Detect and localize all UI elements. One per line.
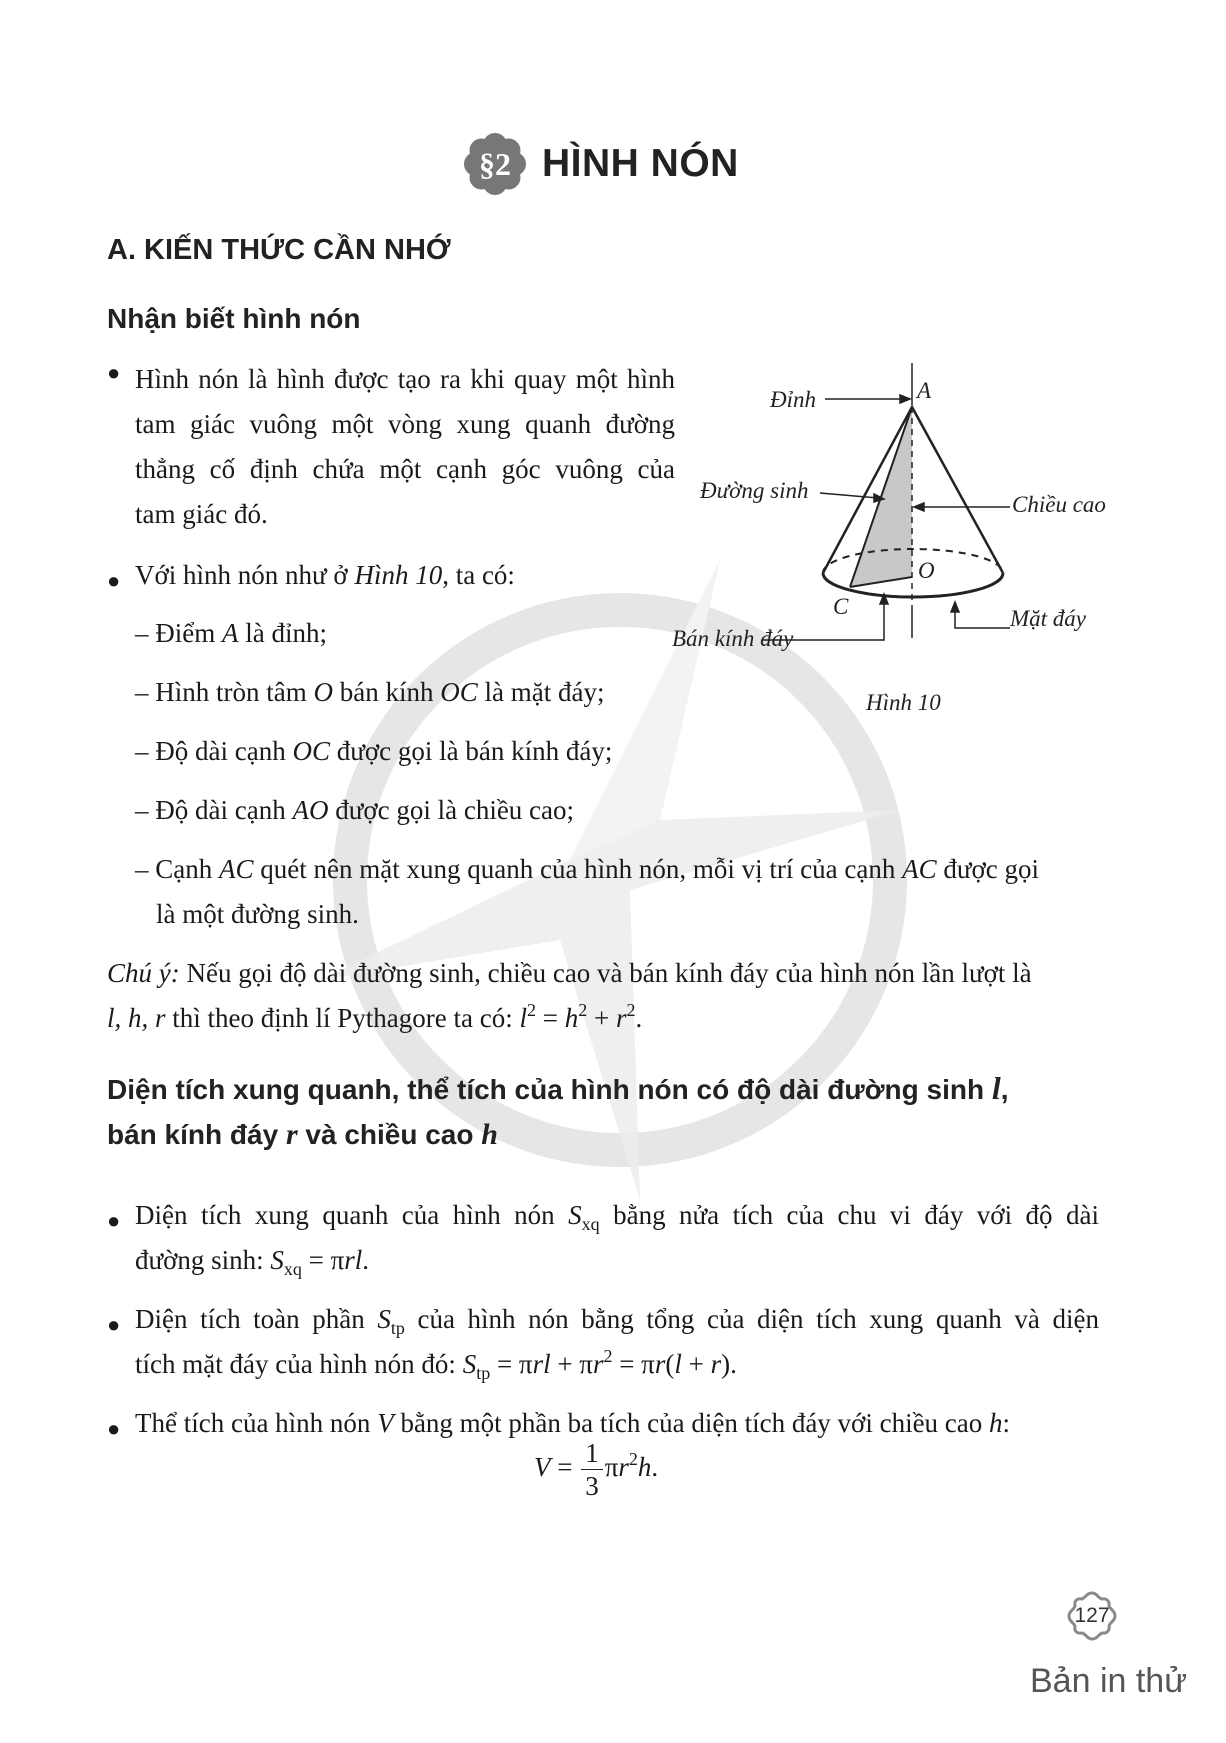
section-badge: [462, 131, 528, 197]
text-line: tam giác vuông một vòng xung quanh đường: [135, 409, 675, 439]
lateral-area-formula: Diện tích xung quanh của hình nón $S_{xq}$ bằng nửa tích của chu vi đáy với độ dài đường sinh: $S_{xq} = \pi rl$.: [135, 1200, 1099, 1279]
volume-statement: Thể tích của hình nón V bằng một phần ba tích của diện tích đáy với chiều cao h:: [135, 1408, 1011, 1438]
base-pointer: [955, 608, 1010, 628]
label-radius: Bán kính đáy: [672, 626, 794, 651]
subsection-heading-area-volume: Diện tích xung quanh, thể tích của hình nón có độ dài đường sinh l, bán kính đáy r và chiều cao h: [107, 1070, 1009, 1151]
section-heading: A. KIẾN THỨC CẦN NHỚ: [107, 234, 451, 266]
bullet-dot: ●: [107, 1312, 121, 1337]
draft-label: Bản in thử: [1030, 1662, 1187, 1700]
list-item: – Hình tròn tâm O bán kính OC là mặt đáy;: [135, 677, 605, 707]
label-height: Chiều cao: [1012, 492, 1106, 517]
list-item: – Cạnh AC quét nên mặt xung quanh của hình nón, mỗi vị trí của cạnh AC được gọi là một đường sinh.: [135, 854, 1040, 929]
bullet-dot: ●: [107, 1416, 121, 1441]
page-title: HÌNH NÓN: [542, 142, 739, 185]
page-header: [462, 132, 739, 196]
point-a-label: A: [917, 378, 932, 403]
text-line: tam giác đó.: [135, 499, 268, 529]
label-base: Mặt đáy: [1010, 606, 1087, 631]
subsection-heading: Nhận biết hình nón: [107, 303, 361, 334]
cone-side-right: [912, 407, 1003, 573]
label-generatrix: Đường sinh: [700, 478, 809, 503]
bullet-dot: ●: [107, 1208, 121, 1233]
volume-formula: V = $\frac{1}{3}$ $\pi r^2h$.: [534, 1438, 659, 1502]
cone-definition: [135, 357, 675, 537]
figure-reference: Với hình nón như ở Hình 10, ta có:: [135, 560, 515, 590]
list-item: – Điểm A là đỉnh;: [135, 618, 327, 648]
point-o-label: O: [918, 558, 935, 583]
list-item: – Độ dài cạnh OC được gọi là bán kính đáy;: [135, 736, 613, 766]
text-line: Hình nón là hình được tạo ra khi quay một hình: [135, 364, 675, 394]
list-item: – Độ dài cạnh AO được gọi là chiều cao;: [135, 795, 575, 825]
page-number: 127: [1074, 1604, 1110, 1627]
bullet-dot: ●: [107, 360, 121, 385]
base-back-edge: [823, 549, 1003, 573]
text-line: thẳng cố định chứa một cạnh góc vuông của: [135, 454, 675, 484]
fraction-one-third: $\frac{1}{3}$: [581, 1437, 603, 1502]
generatrix-pointer: [820, 493, 878, 498]
total-area-formula: Diện tích toàn phần $S_{tp}$ của hình nón bằng tổng của diện tích xung quanh và diện tích mặt đáy của hình nón đó: $S_{tp} = \pi rl + \pi r^2 = \pi r(l + r)$.: [135, 1304, 1099, 1383]
point-c-label: C: [833, 594, 849, 619]
bullet-dot: ●: [107, 568, 121, 593]
figure-caption: Hình 10: [866, 690, 941, 715]
note-pythagore: Chú ý: Nếu gọi độ dài đường sinh, chiều cao và bán kính đáy của hình nón lần lượt là l, h, r thì theo định lí Pythagore ta có: $l^2 = h^2 + r^2$.: [107, 958, 1032, 1033]
section-number: §2: [479, 146, 511, 182]
label-apex: Đỉnh: [770, 387, 816, 412]
